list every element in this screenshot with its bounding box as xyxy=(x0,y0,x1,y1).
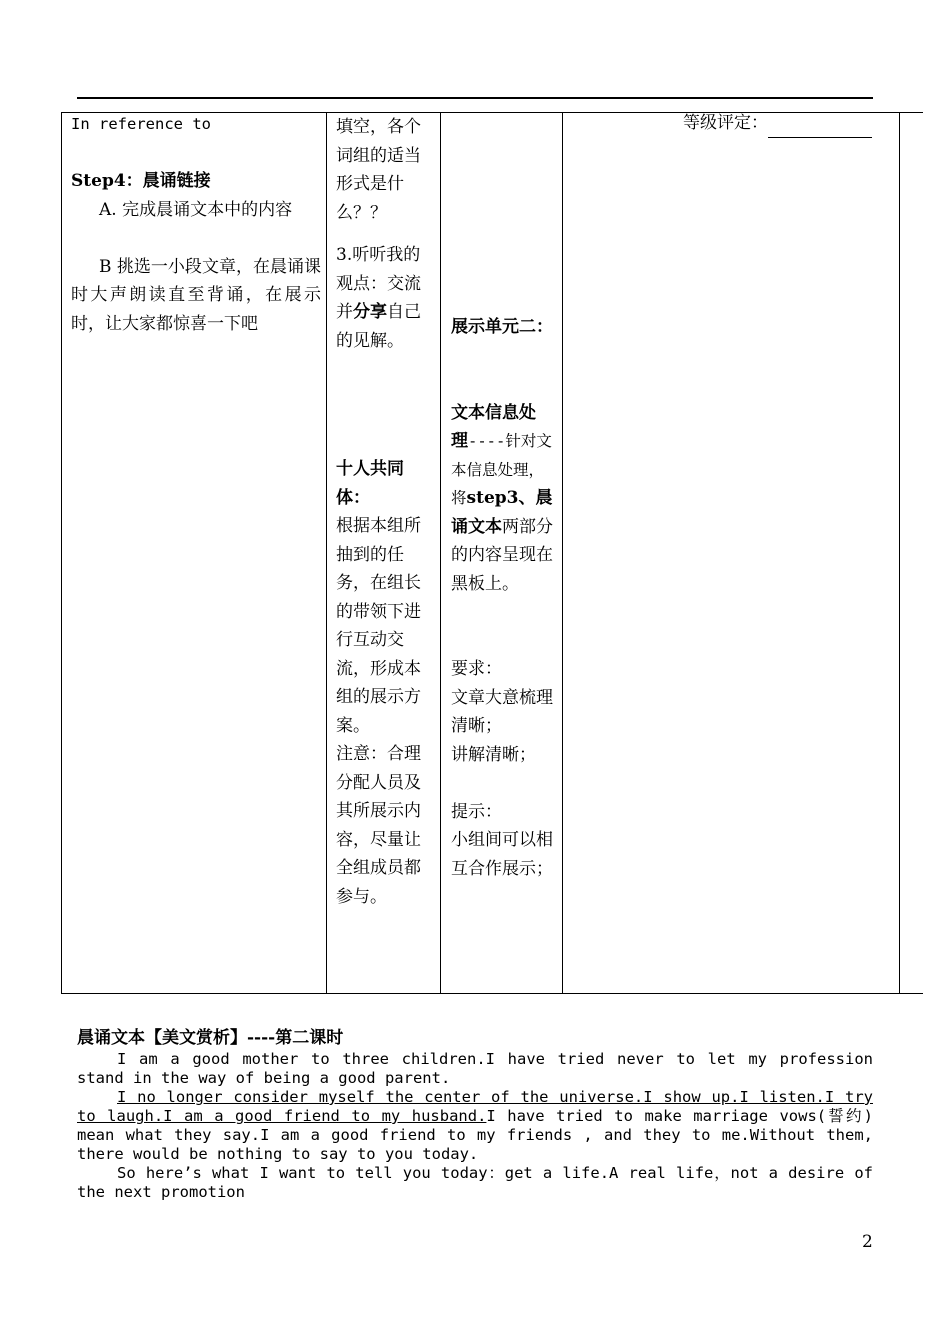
processing-title: 文本信息处理 xyxy=(451,402,536,451)
requirements-label: 要求： xyxy=(451,659,502,679)
reading-underlined-sentence: I no longer consider myself the center of the universe.I show up.I listen.I try to laugh.I am a good friend to my husband. xyxy=(77,1088,873,1125)
table-bottom-border xyxy=(61,993,923,994)
reading-paragraph-2-rest: I have tried to make marriage vows(誓约) mean what they say.I am a good friend to my friends , and they to me.Without them, there would be nothing to say to you today. xyxy=(77,1107,873,1163)
reading-passage xyxy=(77,1027,873,1202)
reading-paragraph-3: So here’s what I want to tell you today：get a life.A real life，not a desire of the next promotion xyxy=(77,1164,873,1201)
requirement-2: 讲解清晰； xyxy=(451,744,536,765)
table-cell-grade xyxy=(683,109,893,138)
tips-label: 提示： xyxy=(451,801,502,822)
header-rule xyxy=(77,97,873,99)
item-b: B 挑选一小段文章，在晨诵课时大声朗读直至背诵，在展示时，让大家都惊喜一下吧 xyxy=(71,256,321,334)
requirement-1: 文章大意梳理清晰； xyxy=(451,687,553,736)
table-divider-4 xyxy=(899,112,900,994)
step4-title: Step4：晨诵链接 xyxy=(71,171,211,191)
table-cell-presentation xyxy=(451,313,559,883)
processing-text-1: ----针对文本信息处理，将 xyxy=(451,432,552,507)
table-border-left xyxy=(61,112,62,994)
item-a: A. 完成晨诵文本中的内容 xyxy=(99,199,293,220)
table-divider-3 xyxy=(562,112,563,994)
question-3-text: 3.听听我的观点：交流并 xyxy=(336,245,421,322)
table-divider-2 xyxy=(440,112,441,994)
reading-paragraph-2 xyxy=(77,1088,873,1164)
reference-line: In reference to xyxy=(71,115,211,133)
question-3 xyxy=(336,241,433,355)
tips-text: 小组间可以相互合作展示； xyxy=(451,830,553,879)
table-cell-tasks xyxy=(336,113,433,911)
question-continued: 填空，各个词组的适当形式是什么？？ xyxy=(336,117,421,223)
reading-title: 晨诵文本【美文赏析】----第二课时 xyxy=(77,1028,344,1048)
reading-paragraph-1: I am a good mother to three children.I have tried never to let my profession stand in the way of being a good parent. xyxy=(77,1050,873,1087)
table-cell-activities xyxy=(71,110,321,338)
question-3-bold: 分享 xyxy=(353,302,387,322)
table-divider-1 xyxy=(326,112,327,994)
group-note: 注意：合理分配人员及其所展示内容，尽量让全组成员都参与。 xyxy=(336,744,421,907)
grade-blank[interactable] xyxy=(768,119,872,138)
group-title: 十人共同体： xyxy=(336,459,404,508)
page-number: 2 xyxy=(862,1232,873,1252)
processing-block xyxy=(451,399,559,599)
processing-text-2: 两部分的内容呈现在黑板上。 xyxy=(451,516,553,594)
question-3-end: 自己的见解。 xyxy=(336,302,421,351)
grade-label: 等级评定： xyxy=(683,113,768,133)
unit-title: 展示单元二： xyxy=(451,317,553,337)
processing-bold: step3、晨诵文本 xyxy=(451,488,553,537)
group-text: 根据本组所抽到的任务，在组长的带领下进行互动交流，形成本组的展示方案。 xyxy=(336,516,421,736)
